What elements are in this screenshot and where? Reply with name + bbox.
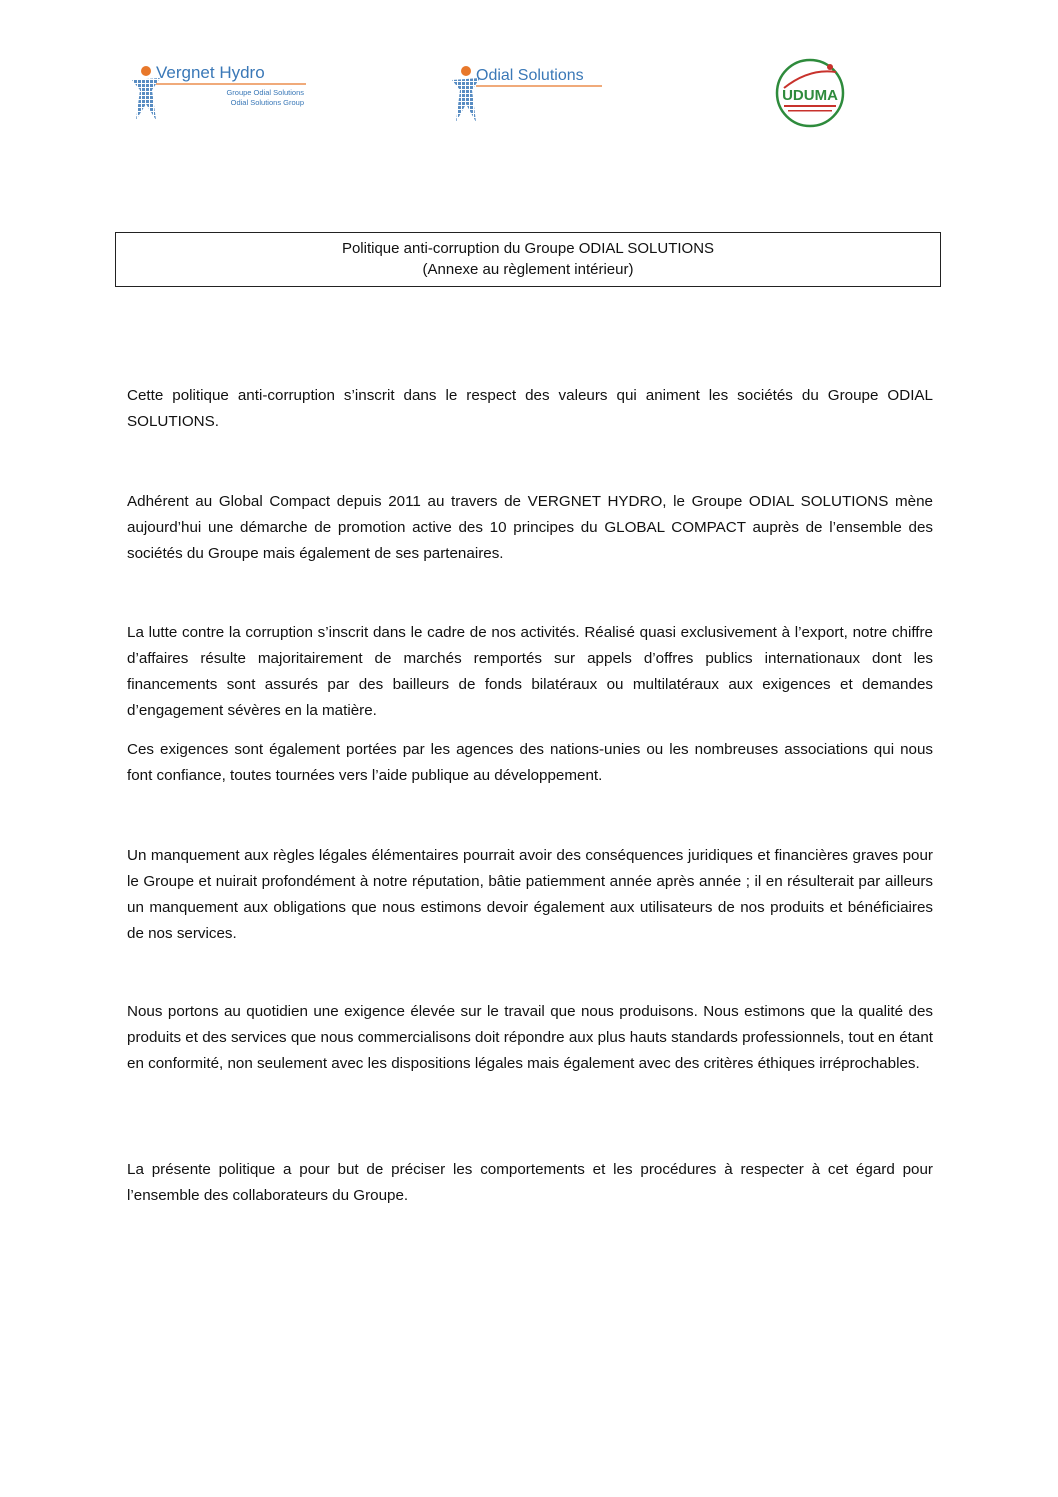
vergnet-hydro-logo [126,60,311,124]
vergnet-line1: Groupe Odial Solutions [226,88,304,97]
document-title: Politique anti-corruption du Groupe ODIAL SOLUTIONS [341,240,715,257]
paragraph-6: Nous portons au quotidien une exigence élevée sur le travail que nous produisons. Nous estimons que la qualité des produits et des services que nous commercialisons doit répondre aux plus hauts standards professionnels, tout en étant en conformité, non seulement avec les dispositions légales mais également avec des critères éthiques irréprochables. [127,1003,933,1072]
paragraph-4: Ces exigences sont également portées par les agences des nations-unies ou les nombreuses associations qui nous font confiance, toutes tournées vers l’aide publique au développement. [127,741,933,784]
paragraph-7: La présente politique a pour but de préciser les comportements et les procédures à respecter à cet égard pour l’ensemble des collaborateurs du Groupe. [127,1161,933,1204]
header-logos [0,58,1058,138]
paragraph-3: La lutte contre la corruption s’inscrit dans le cadre de nos activités. Réalisé quasi exclusivement à l’export, notre chiffre d’affaires résulte majoritairement de marchés remportés sur appels d’offres publics internationaux dont les financements sont assurés par des bailleurs de fonds bilatéraux ou multilatéraux aux exigences et demandes d’engagement sévères en la matière. [127,624,933,719]
vergnet-name: Vergnet Hydro [156,63,265,82]
uduma-name: UDUMA [782,87,838,104]
paragraph-1: Cette politique anti-corruption s’inscrit dans le respect des valeurs qui animent les sociétés du Groupe ODIAL SOLUTIONS. [127,387,933,430]
document-subtitle: (Annexe au règlement intérieur) [422,261,634,278]
uduma-logo [764,58,856,128]
odial-name: Odial Solutions [476,67,584,84]
vergnet-line2: Odial Solutions Group [230,98,304,107]
document-title-box [115,232,941,287]
paragraph-2: Adhérent au Global Compact depuis 2011 au travers de VERGNET HYDRO, le Groupe ODIAL SOLUTIONS mène aujourd’hui une démarche de promotion active des 10 principes du GLOBAL COMPACT auprès de l’ensemble des sociétés du Groupe mais également de ses partenaires. [127,493,933,562]
odial-solutions-logo [446,62,606,126]
paragraph-5: Un manquement aux règles légales élémentaires pourrait avoir des conséquences juridiques et financières graves pour le Groupe et nuirait profondément à notre réputation, bâtie patiemment année après année ; il en résulterait par ailleurs un manquement aux obligations que nous estimons devoir également aux utilisateurs de nos produits et bénéficiaires de nos services. [127,847,933,942]
